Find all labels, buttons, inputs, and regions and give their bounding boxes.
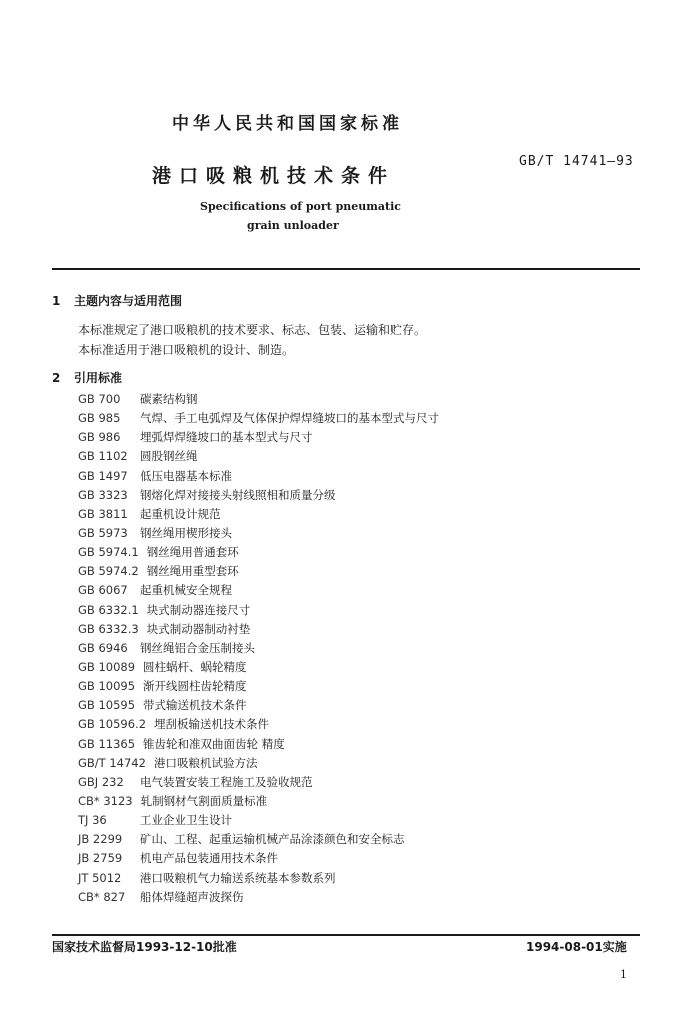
reference-item: [78, 620, 439, 639]
reference-code: GB 985: [78, 411, 121, 426]
reference-code: CB* 3123: [78, 793, 133, 808]
section-1-paragraph: 本标准适用于港口吸粮机的设计、制造。: [78, 343, 295, 357]
reference-code: GB/T 14742: [78, 755, 146, 770]
reference-item: [78, 447, 439, 466]
reference-code: GB 3323: [78, 487, 128, 502]
section-2-title: 引用标准: [74, 371, 123, 385]
reference-title: 带式输送机技术条件: [143, 698, 247, 713]
reference-title: 块式制动器连接尺寸: [146, 602, 251, 617]
national-standard-heading: 中华人民共和国国家标准: [172, 114, 403, 134]
reference-item: [78, 677, 439, 696]
reference-code: JT 5012: [78, 870, 122, 885]
reference-item: [78, 524, 439, 543]
reference-item: [78, 486, 439, 505]
reference-item: [78, 658, 439, 677]
reference-item: [78, 390, 439, 409]
reference-title: 起重机设计规范: [140, 506, 221, 521]
section-1-number: 1: [52, 294, 61, 308]
reference-code: GB 6332.1: [78, 602, 139, 617]
reference-title: 钢丝绳用楔形接头: [140, 525, 232, 540]
reference-code: GB 10596.2: [78, 717, 147, 732]
reference-title: 钢丝绳用普通套环: [146, 545, 239, 560]
document-title-en-line1: Specifications of port pneumatic: [200, 200, 401, 213]
reference-item: [78, 601, 439, 620]
reference-code: GB 10595: [78, 698, 136, 713]
reference-code: TJ 36: [78, 813, 107, 828]
reference-title: 埋弧焊焊缝坡口的基本型式与尺寸: [140, 430, 313, 445]
reference-title: 钢丝绳铝合金压制接头: [140, 640, 255, 655]
reference-item: [78, 735, 439, 754]
section-2-number: 2: [52, 371, 61, 385]
reference-title: 矿山、工程、起重运输机械产品涂漆颜色和安全标志: [140, 832, 405, 847]
section-1-heading: [52, 292, 182, 309]
reference-item: [78, 562, 439, 581]
reference-item: [78, 811, 439, 830]
reference-code: GB 10089: [78, 659, 136, 674]
reference-item: [78, 773, 439, 792]
reference-item: [78, 543, 439, 562]
reference-title: 电气装置安装工程施工及验收规范: [140, 774, 313, 789]
reference-code: GB 5974.2: [78, 564, 139, 579]
reference-code: GB 3811: [78, 506, 128, 521]
implementation-date: 1994-08-01实施: [526, 940, 627, 954]
reference-code: GBJ 232: [78, 774, 124, 789]
reference-title: 气焊、手工电弧焊及气体保护焊焊缝坡口的基本型式与尺寸: [140, 411, 439, 426]
reference-title: 港口吸粮机气力输送系统基本参数系列: [140, 870, 336, 885]
reference-item: [78, 581, 439, 600]
reference-item: [78, 849, 439, 868]
reference-title: 低压电器基本标准: [140, 468, 232, 483]
reference-item: [78, 888, 439, 907]
reference-item: [78, 505, 439, 524]
reference-title: 圆柱蜗杆、蜗轮精度: [143, 659, 247, 674]
reference-title: 碳素结构钢: [140, 392, 198, 406]
reference-item: [78, 792, 439, 811]
reference-item: [78, 428, 439, 447]
reference-title: 机电产品包装通用技术条件: [140, 851, 278, 866]
reference-title: 锥齿轮和准双曲面齿轮 精度: [143, 736, 285, 751]
reference-title: 工业企业卫生设计: [140, 813, 232, 828]
header-divider: [52, 268, 640, 270]
standard-code: GB/T 14741—93: [519, 154, 634, 169]
document-title-cn: 港口吸粮机技术条件: [152, 165, 396, 187]
section-1-paragraph: 本标准规定了港口吸粮机的技术要求、标志、包装、运输和贮存。: [78, 323, 427, 337]
reference-title: 钢丝绳用重型套环: [146, 564, 239, 579]
issue-approval: 国家技术监督局1993-12-10批准: [52, 940, 237, 954]
reference-item: [78, 467, 439, 486]
reference-code: GB 5973: [78, 525, 128, 540]
reference-item: [78, 869, 439, 888]
reference-title: 块式制动器制动衬垫: [146, 621, 251, 636]
reference-item: [78, 639, 439, 658]
reference-code: GB 700: [78, 392, 121, 406]
reference-title: 渐开线圆柱齿轮精度: [143, 679, 247, 694]
page-number: 1: [620, 968, 627, 981]
reference-code: GB 1497: [78, 468, 128, 483]
reference-item: [78, 754, 439, 773]
section-2-heading: [52, 369, 122, 386]
reference-code: GB 6067: [78, 583, 128, 598]
reference-code: GB 5974.1: [78, 545, 139, 560]
document-title-en-line2: grain unloader: [247, 219, 339, 232]
reference-code: GB 11365: [78, 736, 136, 751]
reference-title: 钢熔化焊对接接头射线照相和质量分级: [140, 487, 336, 502]
reference-code: CB* 827: [78, 889, 126, 904]
reference-code: GB 6332.3: [78, 621, 139, 636]
footer-divider: [52, 934, 640, 936]
referenced-standards-list: [78, 390, 439, 907]
reference-code: GB 986: [78, 430, 121, 445]
reference-title: 船体焊缝超声波探伤: [140, 889, 244, 904]
reference-code: JB 2299: [78, 832, 123, 847]
reference-code: GB 10095: [78, 679, 136, 694]
reference-item: [78, 409, 439, 428]
reference-item: [78, 696, 439, 715]
reference-item: [78, 715, 439, 734]
section-1-title: 主题内容与适用范围: [74, 294, 183, 308]
reference-code: JB 2759: [78, 851, 123, 866]
reference-title: 圆股钢丝绳: [140, 449, 198, 464]
reference-title: 港口吸粮机试验方法: [153, 755, 258, 770]
reference-code: GB 1102: [78, 449, 128, 464]
reference-code: GB 6946: [78, 640, 128, 655]
reference-item: [78, 830, 439, 849]
reference-title: 轧制钢材气割面质量标准: [140, 793, 268, 808]
reference-title: 埋刮板输送机技术条件: [154, 717, 270, 732]
reference-title: 起重机械安全规程: [140, 583, 232, 598]
